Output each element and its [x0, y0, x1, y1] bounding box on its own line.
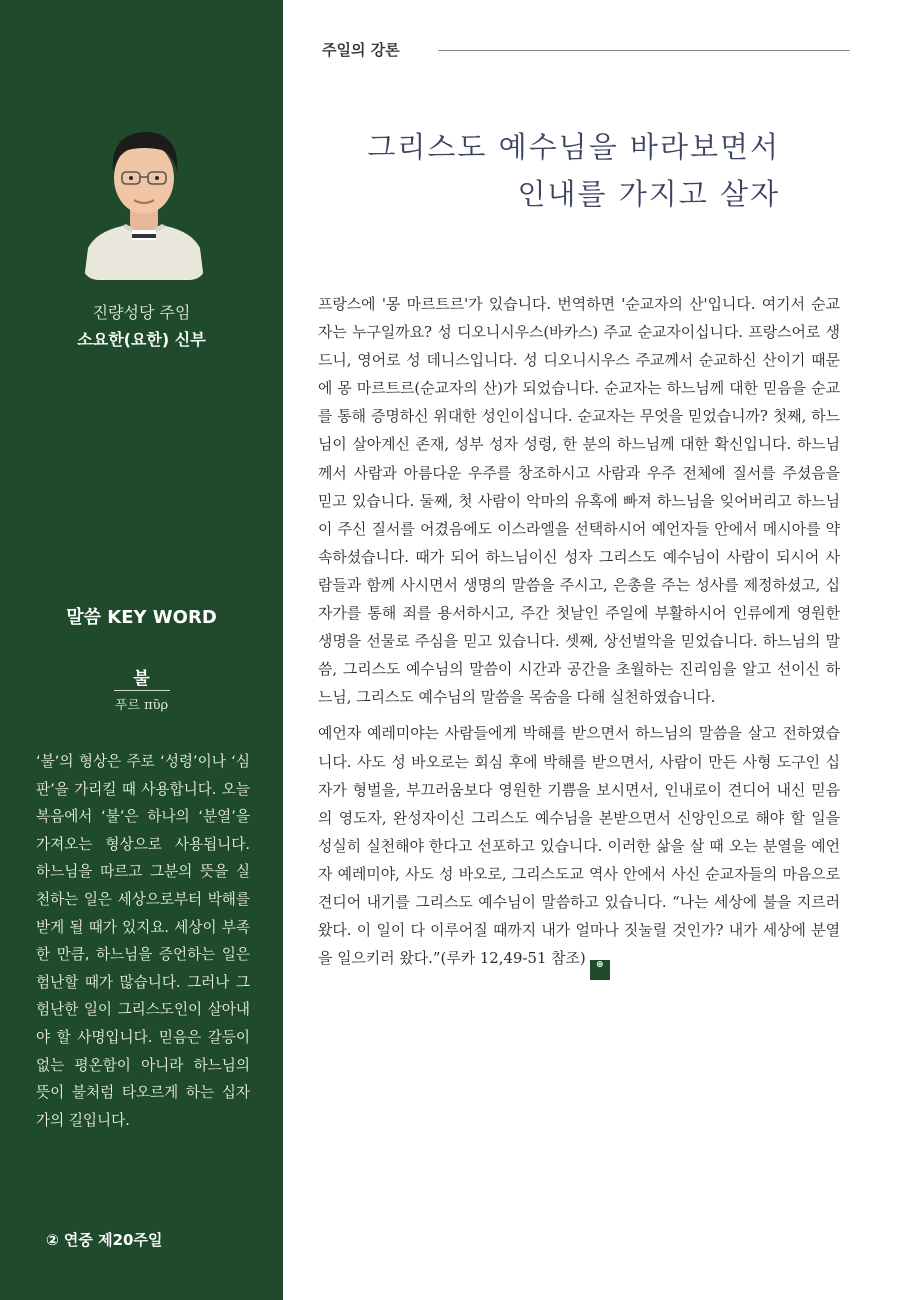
article-title-line-2: 인내를 가지고 살자	[517, 177, 780, 211]
keyword-heading: 말씀 KEY WORD	[66, 607, 217, 628]
end-mark-icon: ⊕	[590, 960, 610, 980]
article-paragraph	[318, 719, 840, 980]
author-name: 소요한(요한) 신부	[77, 330, 206, 349]
article-body	[318, 290, 840, 988]
article-title-line-1: 그리스도 예수님을 바라보면서	[367, 130, 780, 164]
liturgical-week-label: ② 연중 제20주일	[46, 1231, 163, 1249]
keyword-explanation: ‘불’의 형상은 주로 ‘성령’이나 ‘심판’을 가리킬 때 사용합니다. 오늘 복음에서 ‘불’은 하나의 ‘분열’을 가져오는 형상으로 사용됩니다. 하느님을 따르고 그분의 뜻을 실천하는 일은 세상으로부터 박해를 받게 될 때가 있지요. 세상이 부족한 만큼, 하느님을 증언하는 일은 험난할 때가 많습니다. 그러나 그 험난한 일이 그리스도인이 살아내야 할 사명입니다. 믿음은 갈등이 없는 평온함이 아니라 하느님의 뜻이 불처럼 타오르게 하는 십자가의 길입니다.	[36, 753, 250, 1129]
article-paragraph: 프랑스에 '몽 마르트르'가 있습니다. 번역하면 '순교자의 산'입니다. 여기서 순교자는 누구일까요? 성 디오니시우스(바카스) 주교 순교자이십니다. 프랑스어로 생 드니, 영어로 성 데니스입니다. 성 디오니시우스 주교께서 순교하신 산이기 때문에 몽 마르트르(순교자의 산)가 되었습니다. 순교자는 하느님께 대한 믿음을 순교를 통해 증명하신 위대한 성인이십니다. 순교자는 무엇을 믿었습니까? 첫째, 하느님이 살아계신 존재, 성부 성자 성령, 한 분의 하느님께 대한 확신입니다. 하느님께서 사람과 아름다운 우주를 창조하시고 사람과 우주 전체에 질서를 주셨음을 믿고 있습니다. 둘째, 첫 사람이 악마의 유혹에 빠져 하느님을 잊어버리고 하느님이 주신 질서를 어겼음에도 이스라엘을 선택하시어 예언자들 안에서 메시아를 약속하셨습니다. 때가 되어 하느님이신 성자 그리스도 예수님이 사람이 되시어 사람들과 함께 사시면서 생명의 말씀을 주시고, 은총을 주는 성사를 제정하셨고, 십자가를 통해 죄를 용서하시고, 주간 첫날인 주일에 부활하시어 인류에게 영원한 생명을 선물로 주심을 믿고 있습니다. 셋째, 상선벌악을 믿었습니다. 하느님의 말씀, 그리스도 예수님의 말씀이 시간과 공간을 초월하는 진리임을 알고 선이신 하느님, 그리스도 예수님의 말씀을 목숨을 다해 실천하였습니다.	[318, 295, 840, 707]
keyword-term: 불	[133, 669, 150, 689]
keyword-divider	[114, 690, 170, 691]
author-portrait	[82, 120, 206, 280]
keyword-pronunciation: 푸르 πῦρ	[114, 698, 169, 713]
section-divider	[438, 50, 850, 51]
article-paragraph-text: 예언자 예레미야는 사람들에게 박해를 받으면서 하느님의 말씀을 살고 전하였습니다. 사도 성 바오로는 회심 후에 박해를 받으면서, 사람이 만든 사형 도구인 십자가 형벌을, 부끄러움보다 영원한 기쁨을 보시면서, 인내로이 견디어 내신 믿음의 영도자, 완성자이신 그리스도 예수님을 본받으면서 신앙인으로 해야 할 일을 성실히 실천해야 한다고 선포하고 있습니다. 이러한 삶을 살 때 오는 분열을 예언자 예레미야, 사도 성 바오로, 그리스도교 역사 안에서 사신 순교자들의 마음으로 견디어 내기를 그리스도 예수님이 말씀하고 있습니다. “나는 세상에 불을 지르러 왔다. 이 일이 다 이루어질 때까지 내가 얼마나 짓눌릴 것인가? 내가 세상에 분열을 일으키러 왔다.”(루카 12,49-51 참조)	[318, 724, 840, 968]
sidebar	[0, 0, 283, 1300]
section-label: 주일의 강론	[322, 41, 400, 59]
author-parish: 진량성당 주임	[92, 303, 191, 322]
article-title	[367, 124, 780, 218]
